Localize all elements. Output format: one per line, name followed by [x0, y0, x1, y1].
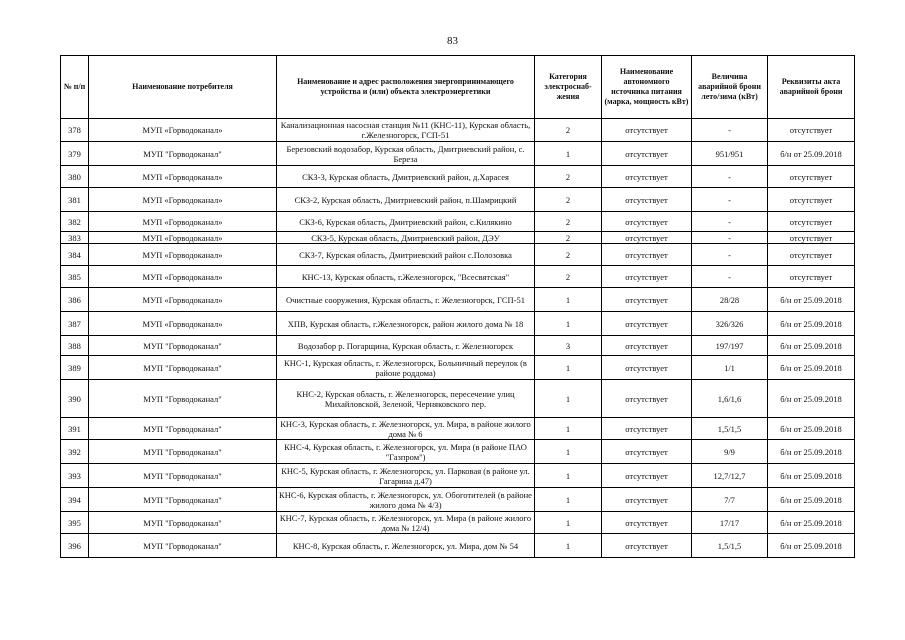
- cell-act: отсутствует: [768, 188, 855, 212]
- cell-source: отсутствует: [602, 440, 692, 464]
- cell-num: 390: [61, 380, 89, 418]
- cell-act: б/н от 25.09.2018: [768, 440, 855, 464]
- cell-num: 385: [61, 266, 89, 288]
- cell-address: СКЗ-2, Курская область, Дмитриевский район, п.Шамрицкий: [277, 188, 535, 212]
- cell-act: б/н от 25.09.2018: [768, 488, 855, 512]
- cell-address: Березовский водозабор, Курская область, Дмитриевский район, с. Береза: [277, 142, 535, 166]
- cell-reserve: -: [692, 266, 768, 288]
- cell-reserve: 12,7/12,7: [692, 464, 768, 488]
- cell-reserve: 7/7: [692, 488, 768, 512]
- cell-reserve: 1/1: [692, 356, 768, 380]
- cell-num: 394: [61, 488, 89, 512]
- cell-reserve: 197/197: [692, 336, 768, 356]
- cell-num: 392: [61, 440, 89, 464]
- cell-act: отсутствует: [768, 212, 855, 232]
- table-row: [61, 142, 855, 166]
- cell-category: 1: [535, 288, 602, 312]
- cell-consumer: МУП «Горводоканал»: [89, 266, 277, 288]
- cell-source: отсутствует: [602, 232, 692, 244]
- cell-category: 2: [535, 166, 602, 188]
- cell-address: КНС-6, Курская область, г. Железногорск, ул. Обоготителей (в районе жилого дома № 4/3): [277, 488, 535, 512]
- cell-source: отсутствует: [602, 356, 692, 380]
- cell-address: КНС-13, Курская область, г.Железногорск, "Всесвятская": [277, 266, 535, 288]
- cell-address: СКЗ-5, Курская область, Дмитриевский район, ДЭУ: [277, 232, 535, 244]
- cell-consumer: МУП "Горводоканал": [89, 142, 277, 166]
- cell-reserve: 17/17: [692, 512, 768, 534]
- cell-act: отсутствует: [768, 119, 855, 142]
- cell-num: 391: [61, 418, 89, 440]
- cell-num: 379: [61, 142, 89, 166]
- cell-consumer: МУП «Горводоканал»: [89, 312, 277, 336]
- cell-source: отсутствует: [602, 266, 692, 288]
- cell-category: 2: [535, 119, 602, 142]
- cell-category: 2: [535, 212, 602, 232]
- page-number: 83: [447, 35, 458, 47]
- cell-address: КНС-3, Курская область, г. Железногорск, ул. Мира, в районе жилого дома № 6: [277, 418, 535, 440]
- cell-category: 1: [535, 440, 602, 464]
- cell-source: отсутствует: [602, 166, 692, 188]
- cell-source: отсутствует: [602, 288, 692, 312]
- table-row: [61, 418, 855, 440]
- cell-num: 384: [61, 244, 89, 266]
- cell-consumer: МУП "Горводоканал": [89, 336, 277, 356]
- cell-address: Канализационная насосная станция №11 (КНС-11), Курская область, г.Железногорск, ГСП-51: [277, 119, 535, 142]
- cell-consumer: МУП "Горводоканал": [89, 534, 277, 558]
- cell-consumer: МУП "Горводоканал": [89, 488, 277, 512]
- table-row: [61, 440, 855, 464]
- cell-category: 2: [535, 266, 602, 288]
- cell-address: Водозабор р. Погарщина, Курская область, г. Железногорск: [277, 336, 535, 356]
- cell-source: отсутствует: [602, 380, 692, 418]
- cell-address: ХПВ, Курская область, г.Железногорск, район жилого дома № 18: [277, 312, 535, 336]
- cell-category: 1: [535, 464, 602, 488]
- cell-reserve: 1,5/1,5: [692, 534, 768, 558]
- cell-consumer: МУП «Горводоканал»: [89, 119, 277, 142]
- cell-reserve: 1,6/1,6: [692, 380, 768, 418]
- cell-num: 382: [61, 212, 89, 232]
- cell-reserve: 951/951: [692, 142, 768, 166]
- cell-consumer: МУП "Горводоканал": [89, 380, 277, 418]
- cell-address: КНС-8, Курская область, г. Железногорск, ул. Мира, дом № 54: [277, 534, 535, 558]
- cell-act: б/н от 25.09.2018: [768, 336, 855, 356]
- cell-source: отсутствует: [602, 464, 692, 488]
- cell-address: КНС-4, Курская область, г. Железногорск, ул. Мира (в районе ПАО "Газпром"): [277, 440, 535, 464]
- cell-act: отсутствует: [768, 232, 855, 244]
- cell-act: б/н от 25.09.2018: [768, 534, 855, 558]
- cell-reserve: 9/9: [692, 440, 768, 464]
- cell-act: отсутствует: [768, 166, 855, 188]
- table-row: [61, 356, 855, 380]
- cell-address: СКЗ-7, Курская область, Дмитриевский район с.Полозовка: [277, 244, 535, 266]
- cell-address: КНС-2, Курская область, г. Железногорск, пересечение улиц Михайловской, Зеленой, Черняковского пер.: [277, 380, 535, 418]
- cell-category: 2: [535, 232, 602, 244]
- cell-reserve: 1,5/1,5: [692, 418, 768, 440]
- cell-act: б/н от 25.09.2018: [768, 288, 855, 312]
- cell-act: б/н от 25.09.2018: [768, 142, 855, 166]
- table-row: [61, 188, 855, 212]
- table-row: [61, 336, 855, 356]
- table-row: [61, 534, 855, 558]
- header-consumer: Наименование потребителя: [89, 56, 277, 119]
- cell-num: 388: [61, 336, 89, 356]
- cell-num: 380: [61, 166, 89, 188]
- cell-source: отсутствует: [602, 244, 692, 266]
- cell-category: 1: [535, 512, 602, 534]
- header-category: Категория электроснаб-жения: [535, 56, 602, 119]
- cell-address: Очистные сооружения, Курская область, г. Железногорск, ГСП-51: [277, 288, 535, 312]
- cell-category: 1: [535, 380, 602, 418]
- cell-consumer: МУП "Горводоканал": [89, 418, 277, 440]
- cell-act: б/н от 25.09.2018: [768, 464, 855, 488]
- cell-act: б/н от 25.09.2018: [768, 312, 855, 336]
- cell-reserve: -: [692, 119, 768, 142]
- cell-source: отсутствует: [602, 142, 692, 166]
- cell-category: 1: [535, 312, 602, 336]
- cell-num: 387: [61, 312, 89, 336]
- cell-reserve: -: [692, 212, 768, 232]
- cell-source: отсутствует: [602, 488, 692, 512]
- cell-num: 396: [61, 534, 89, 558]
- cell-num: 389: [61, 356, 89, 380]
- cell-reserve: -: [692, 244, 768, 266]
- cell-source: отсутствует: [602, 534, 692, 558]
- cell-num: 393: [61, 464, 89, 488]
- table-row: [61, 380, 855, 418]
- header-source: Наименование автономного источника питания (марка, мощность кВт): [602, 56, 692, 119]
- header-act: Реквизиты акта аварийной брони: [768, 56, 855, 119]
- table-header-row: [61, 56, 855, 119]
- cell-reserve: -: [692, 188, 768, 212]
- cell-act: б/н от 25.09.2018: [768, 512, 855, 534]
- cell-category: 2: [535, 188, 602, 212]
- cell-reserve: -: [692, 166, 768, 188]
- cell-address: КНС-5, Курская область, г. Железногорск, ул. Парковая (в районе ул. Гагарина д.47): [277, 464, 535, 488]
- cell-act: отсутствует: [768, 266, 855, 288]
- cell-reserve: 28/28: [692, 288, 768, 312]
- cell-consumer: МУП "Горводоканал": [89, 512, 277, 534]
- cell-source: отсутствует: [602, 512, 692, 534]
- table-row: [61, 232, 855, 244]
- cell-consumer: МУП «Горводоканал»: [89, 188, 277, 212]
- cell-reserve: 326/326: [692, 312, 768, 336]
- cell-reserve: -: [692, 232, 768, 244]
- cell-source: отсутствует: [602, 212, 692, 232]
- cell-source: отсутствует: [602, 119, 692, 142]
- cell-source: отсутствует: [602, 312, 692, 336]
- cell-act: б/н от 25.09.2018: [768, 418, 855, 440]
- table-row: [61, 488, 855, 512]
- cell-category: 1: [535, 418, 602, 440]
- table-row: [61, 166, 855, 188]
- header-num: № п/п: [61, 56, 89, 119]
- header-address: Наименование и адрес расположения энергопринимающего устройства и (или) объекта электроэнергетики: [277, 56, 535, 119]
- cell-act: б/н от 25.09.2018: [768, 380, 855, 418]
- cell-num: 386: [61, 288, 89, 312]
- cell-num: 383: [61, 232, 89, 244]
- cell-address: СКЗ-3, Курская область, Дмитриевский район, д.Харасея: [277, 166, 535, 188]
- cell-consumer: МУП «Горводоканал»: [89, 166, 277, 188]
- cell-consumer: МУП «Горводоканал»: [89, 244, 277, 266]
- cell-num: 395: [61, 512, 89, 534]
- table-row: [61, 288, 855, 312]
- cell-consumer: МУП «Горводоканал»: [89, 232, 277, 244]
- table-row: [61, 119, 855, 142]
- cell-consumer: МУП "Горводоканал": [89, 464, 277, 488]
- cell-consumer: МУП "Горводоканал": [89, 356, 277, 380]
- cell-category: 1: [535, 142, 602, 166]
- reserve-table: [60, 55, 855, 558]
- cell-source: отсутствует: [602, 418, 692, 440]
- cell-address: КНС-7, Курская область, г. Железногорск, ул. Мира (в районе жилого дома № 12/4): [277, 512, 535, 534]
- cell-source: отсутствует: [602, 188, 692, 212]
- cell-num: 378: [61, 119, 89, 142]
- cell-act: б/н от 25.09.2018: [768, 356, 855, 380]
- cell-category: 1: [535, 534, 602, 558]
- table-row: [61, 212, 855, 232]
- table-row: [61, 312, 855, 336]
- cell-source: отсутствует: [602, 336, 692, 356]
- table-row: [61, 464, 855, 488]
- cell-consumer: МУП "Горводоканал": [89, 440, 277, 464]
- cell-consumer: МУП «Горводоканал»: [89, 288, 277, 312]
- table-row: [61, 244, 855, 266]
- cell-consumer: МУП «Горводоканал»: [89, 212, 277, 232]
- cell-category: 1: [535, 356, 602, 380]
- header-reserve: Величина аварийной брони лето/зима (кВт): [692, 56, 768, 119]
- cell-act: отсутствует: [768, 244, 855, 266]
- table-row: [61, 266, 855, 288]
- cell-address: СКЗ-6, Курская область, Дмитриевский район, с.Килякино: [277, 212, 535, 232]
- cell-category: 1: [535, 488, 602, 512]
- cell-address: КНС-1, Курская область, г. Железногорск, Больничный переулок (в районе роддома): [277, 356, 535, 380]
- cell-category: 3: [535, 336, 602, 356]
- table-row: [61, 512, 855, 534]
- cell-category: 2: [535, 244, 602, 266]
- cell-num: 381: [61, 188, 89, 212]
